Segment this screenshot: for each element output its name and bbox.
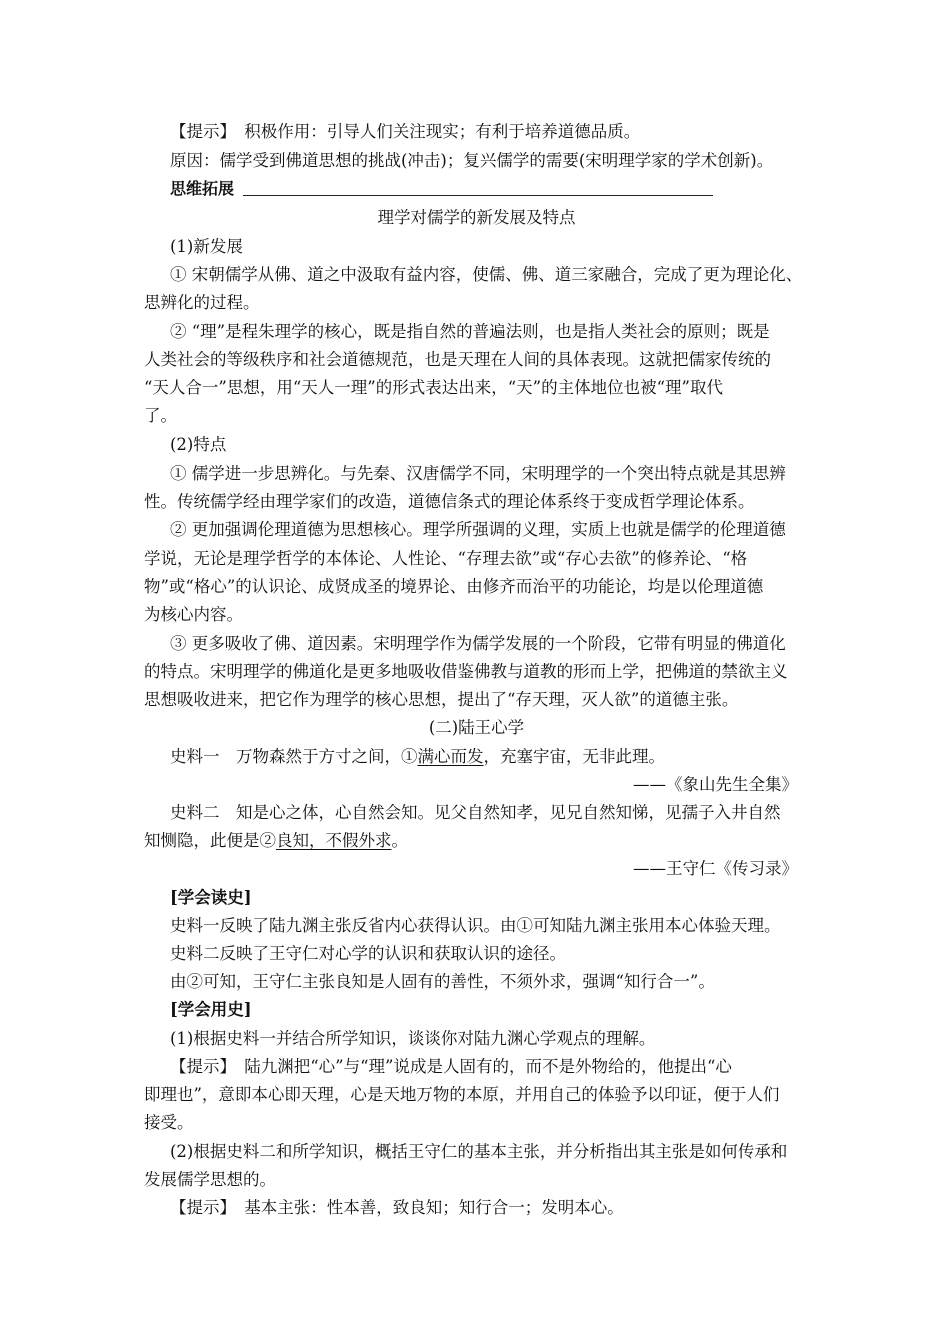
read-history-heading: [学会读史] [170,888,252,907]
paragraph-line: ② “理”是程朱理学的核心，既是指自然的普遍法则，也是指人类社会的原则；既是 [170,322,770,341]
paragraph-line: 了。 [144,406,177,425]
paragraph-line: 物”或“格心”的认识论、成贤成圣的境界论、由修齐而治平的功能论，均是以伦理道德 [144,577,764,596]
hint-label: 【提示】 [170,1198,228,1217]
subsection-heading-1: (1)新发展 [170,237,243,256]
source-1 [170,745,665,769]
source-2-text: 知恻隐，此便是② [144,831,276,850]
answer-2-text: 基本主张：性本善，致良知；知行合一；发明本心。 [244,1198,624,1217]
source-2-line-2 [144,829,408,853]
answer-1 [170,1055,732,1079]
paragraph-line: ③ 更多吸收了佛、道因素。宋明理学作为儒学发展的一个阶段，它带有明显的佛道化 [170,634,786,653]
reason-line: 原因：儒学受到佛道思想的挑战(冲击)；复兴儒学的需要(宋明理学家的学术创新)。 [170,151,774,170]
underlined-phrase: 良知，不假外求 [276,831,392,850]
answer-2 [170,1196,624,1220]
read-line: 史料一反映了陆九渊主张反省内心获得认识。由①可知陆九渊主张用本心体验天理。 [170,916,781,935]
paragraph-line: ② 更加强调伦理道德为思想核心。理学所强调的义理，实质上也就是儒学的伦理道德 [170,520,786,539]
hint-line-1 [170,120,640,144]
paragraph-line: 思辨化的过程。 [144,293,260,312]
question-2-line-2: 发展儒学思想的。 [144,1170,276,1189]
use-history-heading: [学会用史] [170,1000,252,1019]
section-title: 理学对儒学的新发展及特点 [377,208,576,227]
read-line: 史料二反映了王守仁对心学的认识和获取认识的途径。 [170,944,566,963]
paragraph-line: 性。传统儒学经由理学家们的改造，道德信条式的理论体系终于变成哲学理论体系。 [144,492,755,511]
paragraph-line: ① 儒学进一步思辨化。与先秦、汉唐儒学不同，宋明理学的一个突出特点就是其思辨 [170,464,786,483]
question-1: (1)根据史料一并结合所学知识，谈谈你对陆九渊心学观点的理解。 [170,1029,656,1048]
underlined-phrase: 满心而发 [417,747,484,766]
source-1-citation: ——《象山先生全集》 [633,775,798,794]
hint-text: 积极作用：引导人们关注现实；有利于培养道德品质。 [244,122,641,141]
hint-label: 【提示】 [170,122,228,141]
source-2-citation: ——王守仁《传习录》 [633,859,798,878]
paragraph-line: 思想吸收进来，把它作为理学的核心思想，提出了“存天理，灭人欲”的道德主张。 [144,690,739,709]
read-line: 由②可知，王守仁主张良知是人固有的善性，不须外求，强调“知行合一”。 [170,972,715,991]
hint-label: 【提示】 [170,1057,228,1076]
source-1-text-end: ，充塞宇宙，无非此理。 [483,747,665,766]
heading-rule [243,195,713,196]
paragraph-line: 的特点。宋明理学的佛道化是更多地吸收借鉴佛教与道教的形而上学，把佛道的禁欲主义 [144,662,788,681]
section-title-luwang: (二)陆王心学 [428,718,525,737]
answer-1-text: 陆九渊把“心”与“理”说成是人固有的，而不是外物给的，他提出“心 [244,1057,732,1076]
paragraph-line: 人类社会的等级秩序和社会道德规范，也是天理在人间的具体表现。这就把儒家传统的 [144,350,771,369]
paragraph-line: 为核心内容。 [144,605,243,624]
answer-line: 接受。 [144,1113,194,1132]
section-heading-siwei: 思维拓展 [170,179,235,198]
question-2: (2)根据史料二和所学知识，概括王守仁的基本主张，并分析指出其主张是如何传承和 [170,1142,788,1161]
paragraph-line: ① 宋朝儒学从佛、道之中汲取有益内容，使儒、佛、道三家融合，完成了更为理论化、 [170,265,803,284]
subsection-heading-2: (2)特点 [170,435,227,454]
source-2-text-end: 。 [391,831,408,850]
source-2-line: 史料二 知是心之体，心自然会知。见父自然知孝，见兄自然知悌，见孺子入井自然 [170,803,781,822]
answer-line: 即理也”，意即本心即天理，心是天地万物的本原，并用自己的体验予以印证，便于人们 [144,1085,780,1104]
paragraph-line: “天人合一”思想，用“天人一理”的形式表达出来，“天”的主体地位也被“理”取代 [144,378,723,397]
source-1-text: 史料一 万物森然于方寸之间，① [170,747,418,766]
paragraph-line: 学说，无论是理学哲学的本体论、人性论、“存理去欲”或“存心去欲”的修养论、“格 [144,549,748,568]
